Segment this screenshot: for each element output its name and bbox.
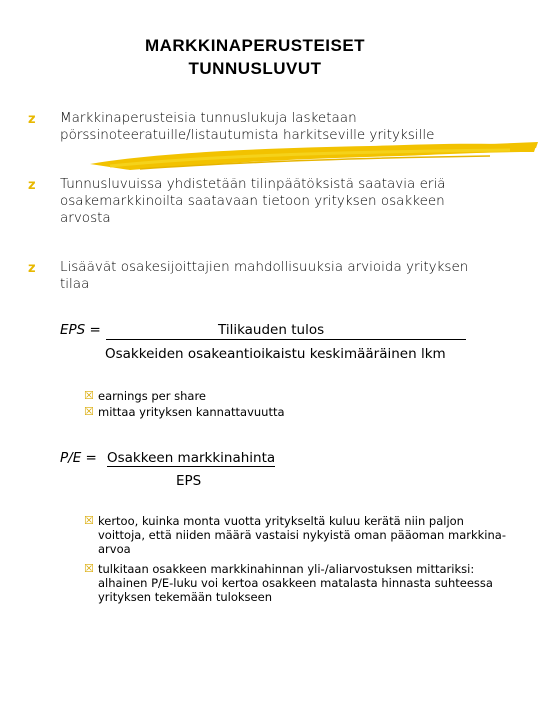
bullet-2-line-3: arvosta <box>60 210 111 226</box>
title-line-2: TUNNUSLUVUT <box>188 59 322 78</box>
pe-note-2: ☒ tulkitaan osakkeen markkinahinnan yli-/aliarvostuksen mittariksi: alhainen P/E-luku voi kertoa osakkeen matalasta hinnasta suhteessa yrityksen tekemään tulokseen <box>84 562 493 604</box>
pe-numerator: Osakkeen markkinahinta <box>107 450 276 466</box>
z-bullet-icon: z <box>28 112 36 127</box>
bullet-2-line-2: osakemarkkinoilta saatavaan tietoon yrityksen osakkeen <box>60 193 445 209</box>
x-box-icon: ☒ <box>84 389 94 402</box>
eps-label: EPS = <box>60 322 101 338</box>
pe-note-1: ☒ kertoo, kuinka monta vuotta yritykseltä kuluu kerätä niin paljon voittoja, että niiden määrä vastaisi nykyistä oman pääoman markkina- arvoa <box>84 514 506 556</box>
bullet-3-line-1: Lisäävät osakesijoittajien mahdollisuuksia arvioida yrityksen <box>60 259 469 275</box>
z-bullet-icon: z <box>28 178 36 193</box>
eps-note-2: ☒ mittaa yrityksen kannattavuutta <box>84 405 285 419</box>
pe-label: P/E = <box>60 450 97 466</box>
pe-denominator: EPS <box>176 473 202 489</box>
z-bullet-icon: z <box>28 261 36 276</box>
x-box-icon: ☒ <box>84 405 94 418</box>
eps-numerator-line <box>106 322 466 340</box>
eps-numerator: Tilikauden tulos <box>218 322 325 338</box>
bullet-1-line-2: pörssinoteeratuille/listautumista harkitseville yrityksille <box>60 127 435 143</box>
x-box-icon: ☒ <box>84 562 94 575</box>
eps-note-1: ☒ earnings per share <box>84 389 207 403</box>
eps-denominator: Osakkeiden osakeantioikaistu keskimääräinen lkm <box>105 346 446 362</box>
bullet-2-line-1: Tunnusluvuissa yhdistetään tilinpäätöksistä saatavia eriä <box>60 176 446 192</box>
bullet-3 <box>28 259 508 293</box>
brush-stroke-decoration <box>70 140 540 172</box>
bullet-1 <box>28 110 508 144</box>
title-line-1: MARKKINAPERUSTEISET <box>144 36 366 55</box>
bullet-3-line-2: tilaa <box>60 276 90 292</box>
bullet-2 <box>28 176 508 227</box>
slide-title <box>0 34 510 80</box>
bullet-1-line-1: Markkinaperusteisia tunnuslukuja lasketaan <box>60 110 357 126</box>
x-box-icon: ☒ <box>84 514 94 527</box>
